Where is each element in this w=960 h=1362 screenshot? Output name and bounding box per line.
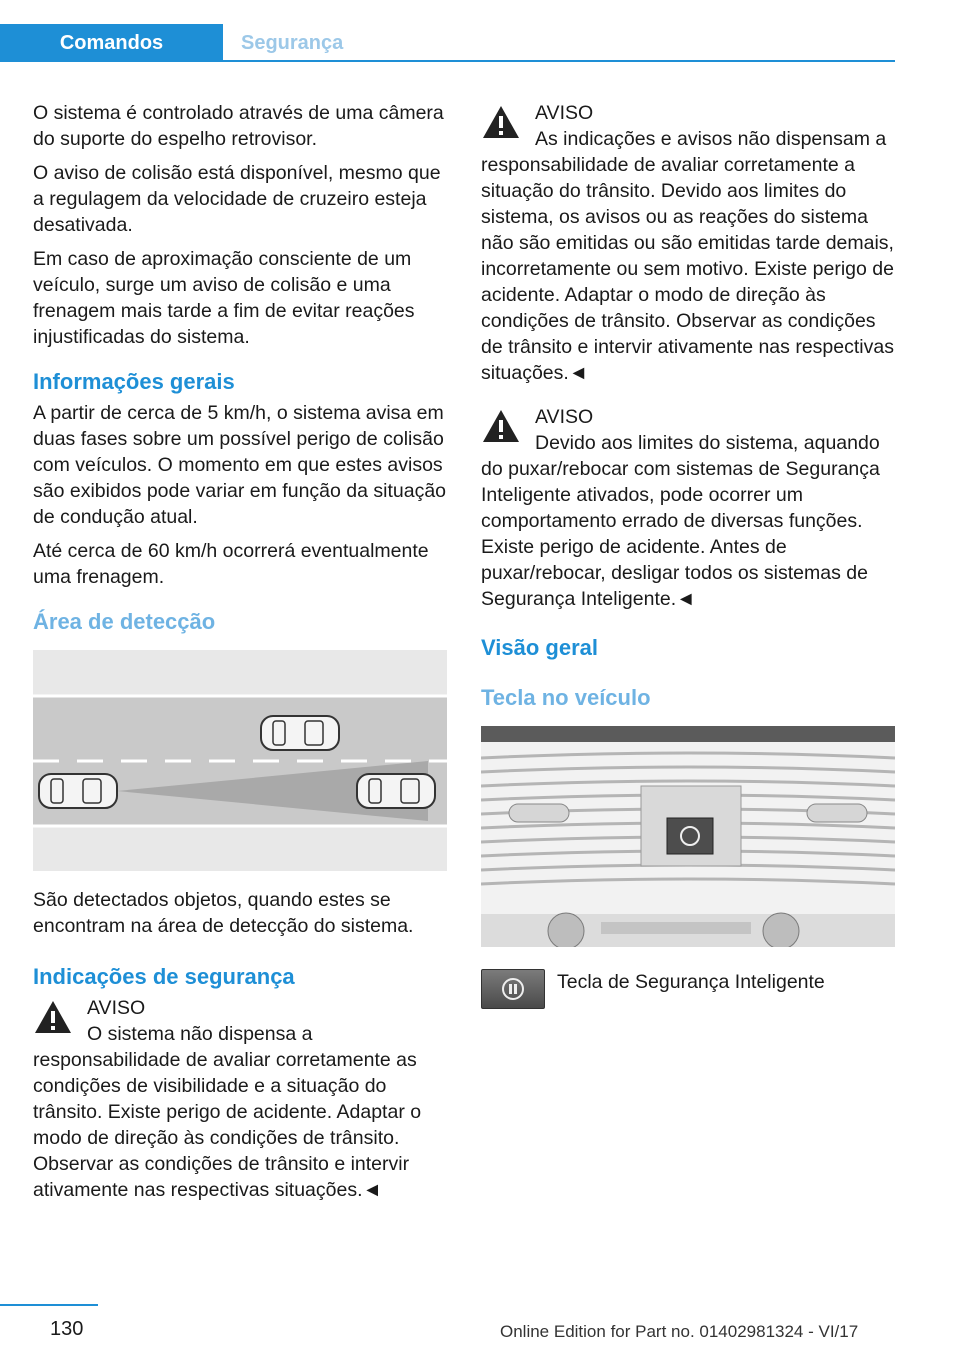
warning-text: O sistema não dispensa a responsabilidade de avaliar corretamente as condições de visibilidade e a situação do trânsito. Existe perigo de acidente. Adaptar o modo de direção às condições de trânsito. Observar as condições de trânsito e intervir ativamente nas respectivas situações.◄ bbox=[33, 1023, 422, 1201]
warning-text: As indicações e avisos não dispensam a responsabilidade de avaliar corretamente a situação do trânsito. Devido aos limites do sistema, os avisos ou as reações do sistema não são emitidas ou são emitidas tarde demais, incorretamente ou sem motivo. Existe perigo de acidente. Adaptar o modo de direção às condições de trânsito. Observar as condições de trânsito e intervir ativamente nas respectivas situações.◄ bbox=[481, 128, 894, 384]
heading-general-info: Informações gerais bbox=[33, 369, 235, 394]
page-number-rule bbox=[0, 1304, 98, 1306]
warning-title: AVISO bbox=[87, 997, 146, 1019]
warning-title: AVISO bbox=[535, 406, 594, 428]
page-number: 130 bbox=[50, 1318, 84, 1340]
car-ahead bbox=[357, 774, 435, 808]
warning-block bbox=[481, 404, 895, 612]
heading-safety: Indicações de segurança bbox=[33, 964, 295, 989]
warning-triangle-icon bbox=[481, 408, 521, 444]
heading-vehicle-button: Tecla no veículo bbox=[481, 685, 651, 710]
right-column bbox=[481, 100, 895, 1009]
footer-edition: Online Edition for Part no. 01402981324 - VI/17 bbox=[500, 1322, 859, 1341]
warning-title: AVISO bbox=[535, 102, 594, 124]
heading-overview: Visão geral bbox=[481, 635, 598, 660]
tab-comandos[interactable]: Comandos bbox=[0, 24, 223, 62]
paragraph: O sistema é controlado através de uma câmera do suporte do espelho retrovisor. bbox=[33, 102, 444, 150]
safety-button-icon bbox=[481, 969, 545, 1009]
console-photo bbox=[481, 726, 895, 947]
warning-block bbox=[481, 100, 895, 386]
left-column bbox=[33, 100, 449, 1215]
car-own bbox=[39, 774, 117, 808]
paragraph: Até cerca de 60 km/h ocorrerá eventualmente uma frenagem. bbox=[33, 540, 429, 588]
road-diagram bbox=[33, 650, 447, 871]
paragraph: Em caso de aproximação consciente de um veículo, surge um aviso de colisão e uma frenagem mais tarde a fim de evitar reações injustificadas do sistema. bbox=[33, 248, 415, 348]
button-legend bbox=[481, 969, 895, 1009]
paragraph: São detectados objetos, quando estes se encontram na área de detecção do sistema. bbox=[33, 889, 414, 937]
car-front-lane bbox=[261, 716, 339, 750]
heading-detection-area: Área de detecção bbox=[33, 609, 216, 634]
button-caption: Tecla de Segurança Inteligente bbox=[557, 971, 825, 993]
header-divider bbox=[0, 60, 895, 62]
tab-seguranca[interactable]: Segurança bbox=[241, 31, 344, 54]
warning-triangle-icon bbox=[33, 999, 73, 1035]
header-tabs bbox=[0, 0, 895, 62]
paragraph: O aviso de colisão está disponível, mesmo que a regulagem da velocidade de cruzeiro esteja desativada. bbox=[33, 162, 441, 236]
warning-text: Devido aos limites do sistema, aquando do puxar/rebocar com sistemas de Segurança Inteligente ativados, pode ocorrer um comportamento errado de diversas funções. Existe perigo de acidente. Antes de puxar/rebocar, desligar todos os sistemas de Segurança Inteligente.◄ bbox=[481, 432, 880, 610]
paragraph: A partir de cerca de 5 km/h, o sistema avisa em duas fases sobre um possível perigo de colisão com veículos. O momento em que estes avisos são exibidos pode variar em função da situação de condução atual. bbox=[33, 402, 447, 528]
console-illustration bbox=[481, 726, 895, 947]
warning-block bbox=[33, 995, 449, 1203]
warning-triangle-icon bbox=[481, 104, 521, 140]
detection-area-illustration bbox=[33, 650, 447, 871]
